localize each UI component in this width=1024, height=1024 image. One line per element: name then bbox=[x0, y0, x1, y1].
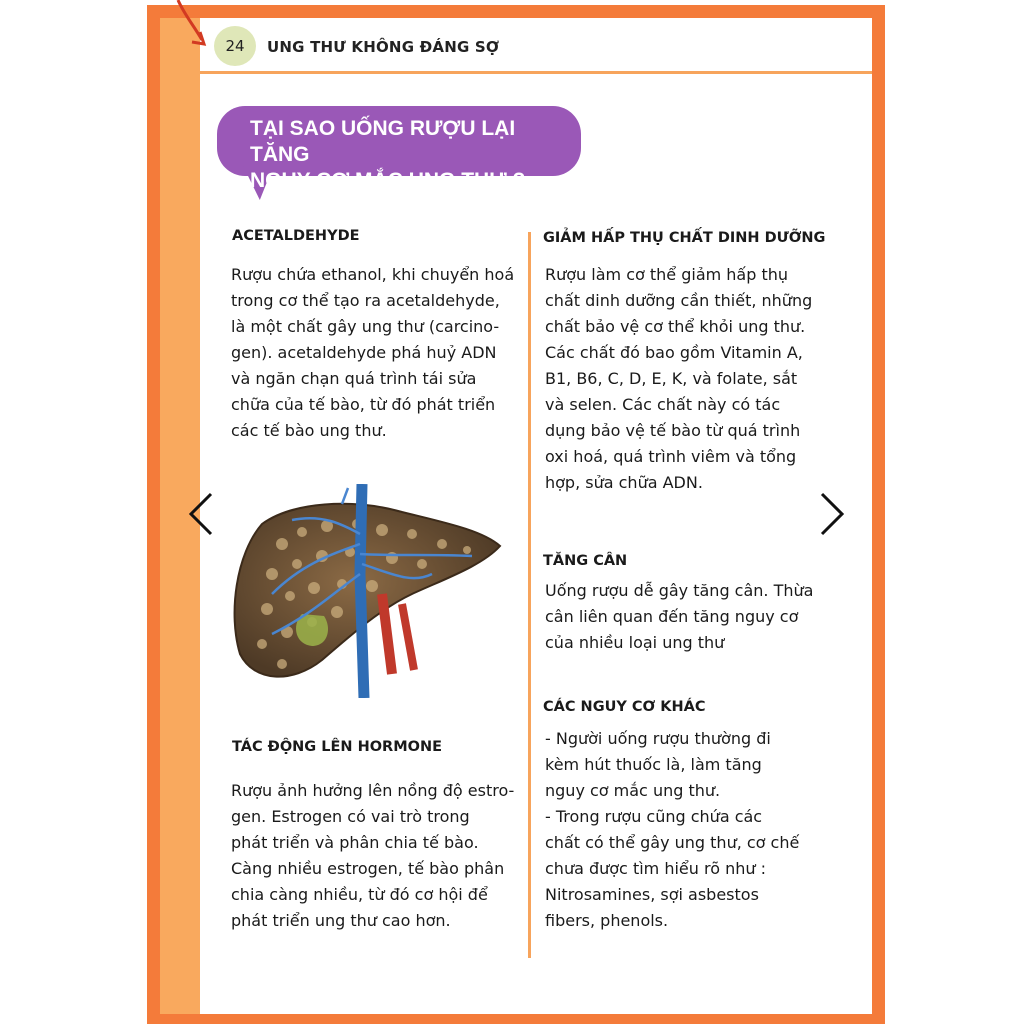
section-body-acetaldehyde: Rượu chứa ethanol, khi chuyển hoá trong cơ thể tạo ra acetaldehyde, là một chất gây ung thư (carcino- gen). acetaldehyde phá huỷ ADN và ngăn chạn quá trình tái sửa chữa của tế bào, từ đó phát triển các tế bào ung thư. bbox=[231, 265, 515, 440]
section-heading-other-risks: CÁC NGUY CƠ KHÁC bbox=[543, 699, 706, 715]
running-title: UNG THƯ KHÔNG ĐÁNG SỢ bbox=[267, 38, 500, 56]
section-heading-nutrition: GIẢM HẤP THỤ CHẤT DINH DƯỠNG bbox=[543, 230, 826, 246]
section-heading-hormone: TÁC ĐỘNG LÊN HORMONE bbox=[232, 739, 442, 755]
page-number-badge: 24 bbox=[214, 26, 256, 66]
callout-line-1: TẠI SAO UỐNG RƯỢU LẠI TĂNG bbox=[250, 117, 516, 166]
section-body-hormone: Rượu ảnh hưởng lên nồng độ estro- gen. Estrogen có vai trò trong phát triển và phân chia tế bào. Càng nhiều estrogen, tế bào phân chia càng nhiều, từ đó cơ hội để phát triển ung thư cao hơn. bbox=[231, 781, 515, 930]
section-body-nutrition: Rượu làm cơ thể giảm hấp thụ chất dinh dưỡng cần thiết, những chất bảo vệ cơ thể khỏi ung thư. Các chất đó bao gồm Vitamin A, B1, B6, C, D, E, K, và folate, sắt và selen. Các chất này có tác dụng bảo vệ tế bào từ quá trình oxi hoá, quá trình viêm và tổng hợp, sửa chữa ADN. bbox=[545, 265, 813, 492]
section-heading-acetaldehyde: ACETALDEHYDE bbox=[232, 228, 360, 244]
previous-page-chevron-icon[interactable] bbox=[187, 492, 215, 536]
section-body-other-risks: - Người uống rượu thường đi kèm hút thuốc là, làm tăng nguy cơ mắc ung thư. - Trong rượu cũng chứa các chất có thể gây ung thư, cơ chế chưa được tìm hiểu rõ như : Nitrosamines, sợi asbestos fibers, phenols. bbox=[545, 729, 800, 930]
next-page-chevron-icon[interactable] bbox=[818, 492, 846, 536]
header-divider bbox=[200, 71, 872, 74]
bookmark-arrow-icon bbox=[150, 0, 210, 60]
column-divider bbox=[528, 232, 531, 958]
callout-title bbox=[250, 116, 580, 194]
section-body-weight-gain: Uống rượu dễ gây tăng cân. Thừa cân liên quan đến tăng nguy cơ của nhiều loại ung thư bbox=[545, 581, 814, 652]
section-heading-weight-gain: TĂNG CÂN bbox=[543, 553, 628, 569]
liver-illustration bbox=[232, 484, 504, 698]
callout-line-2: NGUY CƠ MẮC UNG THƯ ? bbox=[250, 169, 526, 192]
